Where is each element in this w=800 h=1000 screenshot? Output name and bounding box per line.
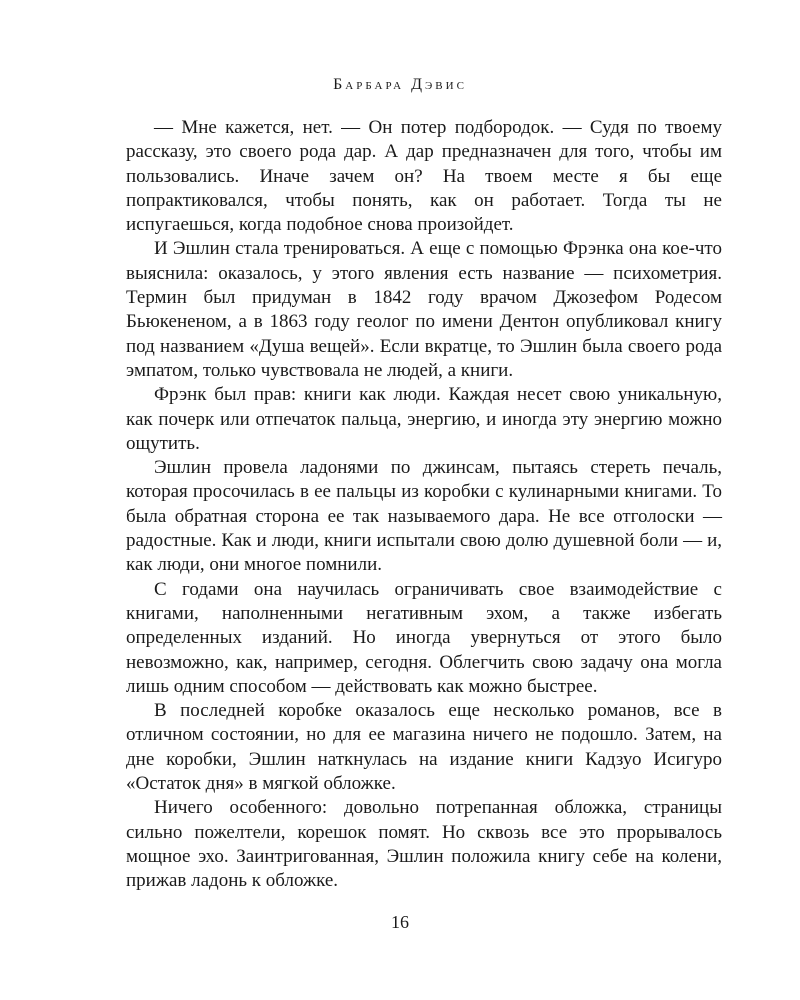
paragraph: С годами она научилась ограничивать свое взаимодействие с книгами, наполненными негативным эхом, а также избегать определенных изданий. Но иногда увернуться от этого было невозможно, как, например, сегодня. Облегчить свою задачу она могла лишь одним способом — действовать как можно быстрее. — [126, 578, 722, 697]
paragraph: Эшлин провела ладонями по джинсам, пытаясь стереть печаль, которая просочилась в ее пальцы из коробки с кулинарными книгами. То была обратная сторона ее так называемого дара. Не все отголоски — радостные. Как и люди, книги испытали свою долю душевной боли — и, как люди, они многое помнили. — [126, 457, 722, 576]
paragraph: Ничего особенного: довольно потрепанная обложка, страницы сильно пожелтели, корешок помят. Но сквозь все это прорывалось мощное эхо. Заинтригованная, Эшлин положила книгу себе на колени, прижав ладонь к обложке. — [126, 797, 722, 892]
paragraph: Фрэнк был прав: книги как люди. Каждая несет свою уникальную, как почерк или отпечаток пальца, энергию, и иногда эту энергию можно ощутить. — [126, 384, 722, 454]
page-number: 16 — [391, 912, 409, 932]
running-head-author: Барбара Дэвис — [333, 76, 467, 93]
paragraph: И Эшлин стала тренироваться. А еще с помощью Фрэнка она кое-что выяснила: оказалось, у этого явления есть название — психометрия. Термин был придуман в 1842 году врачом Джозефом Родесом Бьюкененом, а в 1863 году геолог по имени Дентон опубликовал книгу под названием «Душа вещей». Если вкратце, то Эшлин была своего рода эмпатом, только чувствовала не людей, а книги. — [126, 238, 722, 381]
body-text — [126, 116, 722, 894]
paragraph: — Мне кажется, нет. — Он потер подбородок. — Судя по твоему рассказу, это своего рода дар. А дар предназначен для того, чтобы им пользовались. Иначе зачем он? На твоем месте я бы еще попрактиковался, чтобы понять, как он работает. Тогда ты не испугаешься, когда подобное снова произойдет. — [126, 117, 722, 236]
paragraph: В последней коробке оказалось еще несколько романов, все в отличном состоянии, но для ее магазина ничего не подошло. Затем, на дне коробки, Эшлин наткнулась на издание книги Кадзуо Исигуро «Остаток дня» в мягкой обложке. — [126, 700, 722, 795]
